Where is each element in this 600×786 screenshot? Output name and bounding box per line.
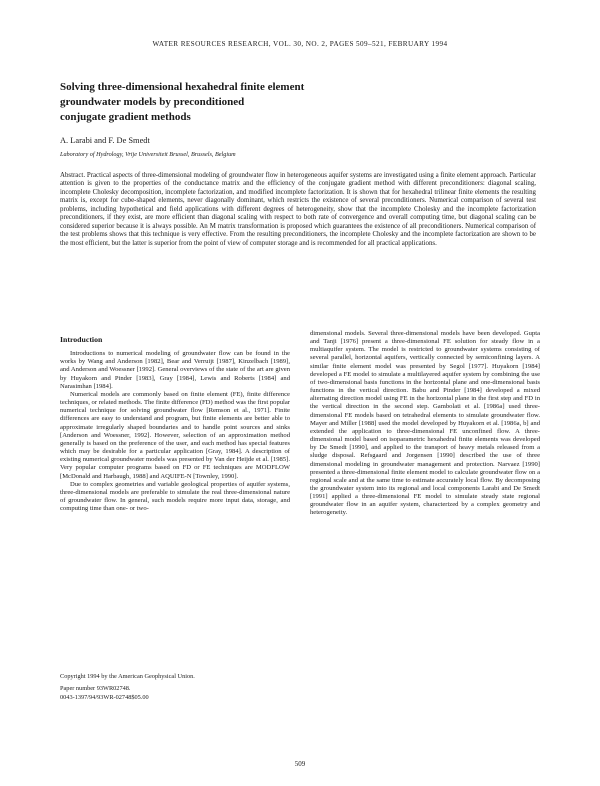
copyright-block	[60, 673, 290, 702]
abstract-label: Abstract.	[60, 172, 86, 179]
article-title	[60, 80, 480, 125]
paper-number: Paper number 93WR02748.	[60, 685, 131, 693]
right-column	[310, 330, 540, 518]
affiliation: Laboratory of Hydrology, Vrije Universiteit Brussel, Brussels, Belgium	[60, 151, 236, 158]
section-heading: Introduction	[60, 335, 103, 344]
title-line: conjugate gradient methods	[60, 111, 191, 123]
abstract-text: Practical aspects of three-dimensional modeling of groundwater flow in heterogeneous aquifer systems are investigated using a finite element approach. Particular attention is given to the properties of the conductance matrix and the efficiency of the conjugate gradient method with different preconditioners: diagonal scaling, incomplete Cholesky decomposition, incomplete factorization, and modified incomplete factorization. It is shown that for hexahedral trilinear finite elements the resulting matrix is, except for cube-shaped elements, never diagonally dominant, which restricts the existence of several preconditioners. Numerical comparison of several test problems, including hypothetical and field applications with different degrees of heterogeneity, show that the incomplete Cholesky and the incomplete factorization preconditioners, if they exist, are more efficient than diagonal scaling with respect to both rate of convergence and overall computing time, but diagonal scaling can be considered superior because it is always possible. An M matrix transformation is proposed which guarantees the existence of all preconditioners. Numerical comparison of the test problems shows that this technique is very effective. From the resulting preconditioners, the incomplete Cholesky and the incomplete factorization are shown to be the most efficient, but the latter is superior from the point of view of computer storage and is recommended for all practical applications.	[60, 172, 536, 247]
paragraph: Numerical models are commonly based on finite element (FE), finite difference techniques, or related methods. The finite difference (FD) method was the first popular numerical technique for solving groundwater flow [Remson et al., 1971]. Finite differences are easy to understand and program, but finite elements are better able to approximate irregularly shaped boundaries and to handle point sources and sinks [Anderson and Woessner, 1992]. However, selection of an approximation method generally is based on the preference of the user, and each method has special features which may be desirable for a particular application [Gray, 1984]. A description of existing numerical groundwater models was presented by Van der Heijde et al. [1985]. Very popular computer programs based on FD or FE techniques are MODFLOW [McDonald and Harbaugh, 1988] and AQUIFE-N [Townley, 1990].	[60, 390, 290, 480]
title-line: Solving three-dimensional hexahedral finite element	[60, 81, 305, 93]
title-line: groundwater models by preconditioned	[60, 96, 245, 108]
left-column	[60, 336, 290, 513]
paragraph: Due to complex geometries and variable geological properties of aquifer systems, three-dimensional models are preferable to simulate the real three-dimensional nature of groundwater flow. In general, such models require more input data, storage, and computing time than one- or two-	[60, 480, 290, 513]
abstract	[60, 172, 536, 248]
running-head: WATER RESOURCES RESEARCH, VOL. 30, NO. 2, PAGES 509–521, FEBRUARY 1994	[152, 40, 448, 48]
authors: A. Larabi and F. De Smedt	[60, 136, 150, 145]
paragraph: Introductions to numerical modeling of groundwater flow can be found in the works by Wang and Anderson [1982], Bear and Verruijt [1987], Kinzelbach [1989], and Anderson and Woessner [1992]. General overviews of the state of the art are given by Huyakorn and Pinder [1983], Gray [1984], Lewis and Roberts [1984] and Narasimhan [1984].	[60, 350, 290, 390]
page-number: 509	[294, 760, 306, 768]
copyright-notice: Copyright 1994 by the American Geophysical Union.	[60, 673, 195, 680]
paragraph: dimensional models. Several three-dimensional models have been developed. Gupta and Tanji [1976] present a three-dimensional FE solution for steady flow in a multiaquifer system. The model is restricted to groundwater systems consisting of several parallel, horizontal aquifers, vertically connected by semiconfining layers. A similar finite element model was presented by Segol [1977]. Huyakorn [1984] developed a FE model to simulate a multilayered aquifer system by combining the use of two-dimensional basis functions in the horizontal plane and one-dimensional basis functions in the vertical direction. Babu and Pinder [1984] developed a mixed alternating direction model using FE in the horizontal plane in the first step and FD in the vertical direction in the second step. Gambolati et al. [1986a] used three-dimensional FE models based on tetrahedral elements to simulate groundwater flow. Mayer and Miller [1988] used the model developed by Huyakorn et al. [1986a, b] and extended the application to three-dimensional FE unconfined flow. A three-dimensional model based on isoparametric hexahedral finite elements was developed by De Smedt [1990], and applied to the transport of heavy metals released from a sludge disposal. Refsgaard and Jorgensen [1990] described the use of three dimensional modeling in groundwater management and protection. Narvaez [1990] presented a three-dimensional finite element model to calculate groundwater flow on a regional scale and at the same time to estimate accurately local flow. By decomposing the groundwater system into its regional and local components Larabi and De Smedt [1991] applied a three-dimensional FE model to simulate steady state regional groundwater flow in an aquifer system, characterized by a complex geometry and heterogeneity.	[310, 330, 540, 517]
issn-code: 0043-1397/94/93WR-02748$05.00	[60, 693, 149, 701]
